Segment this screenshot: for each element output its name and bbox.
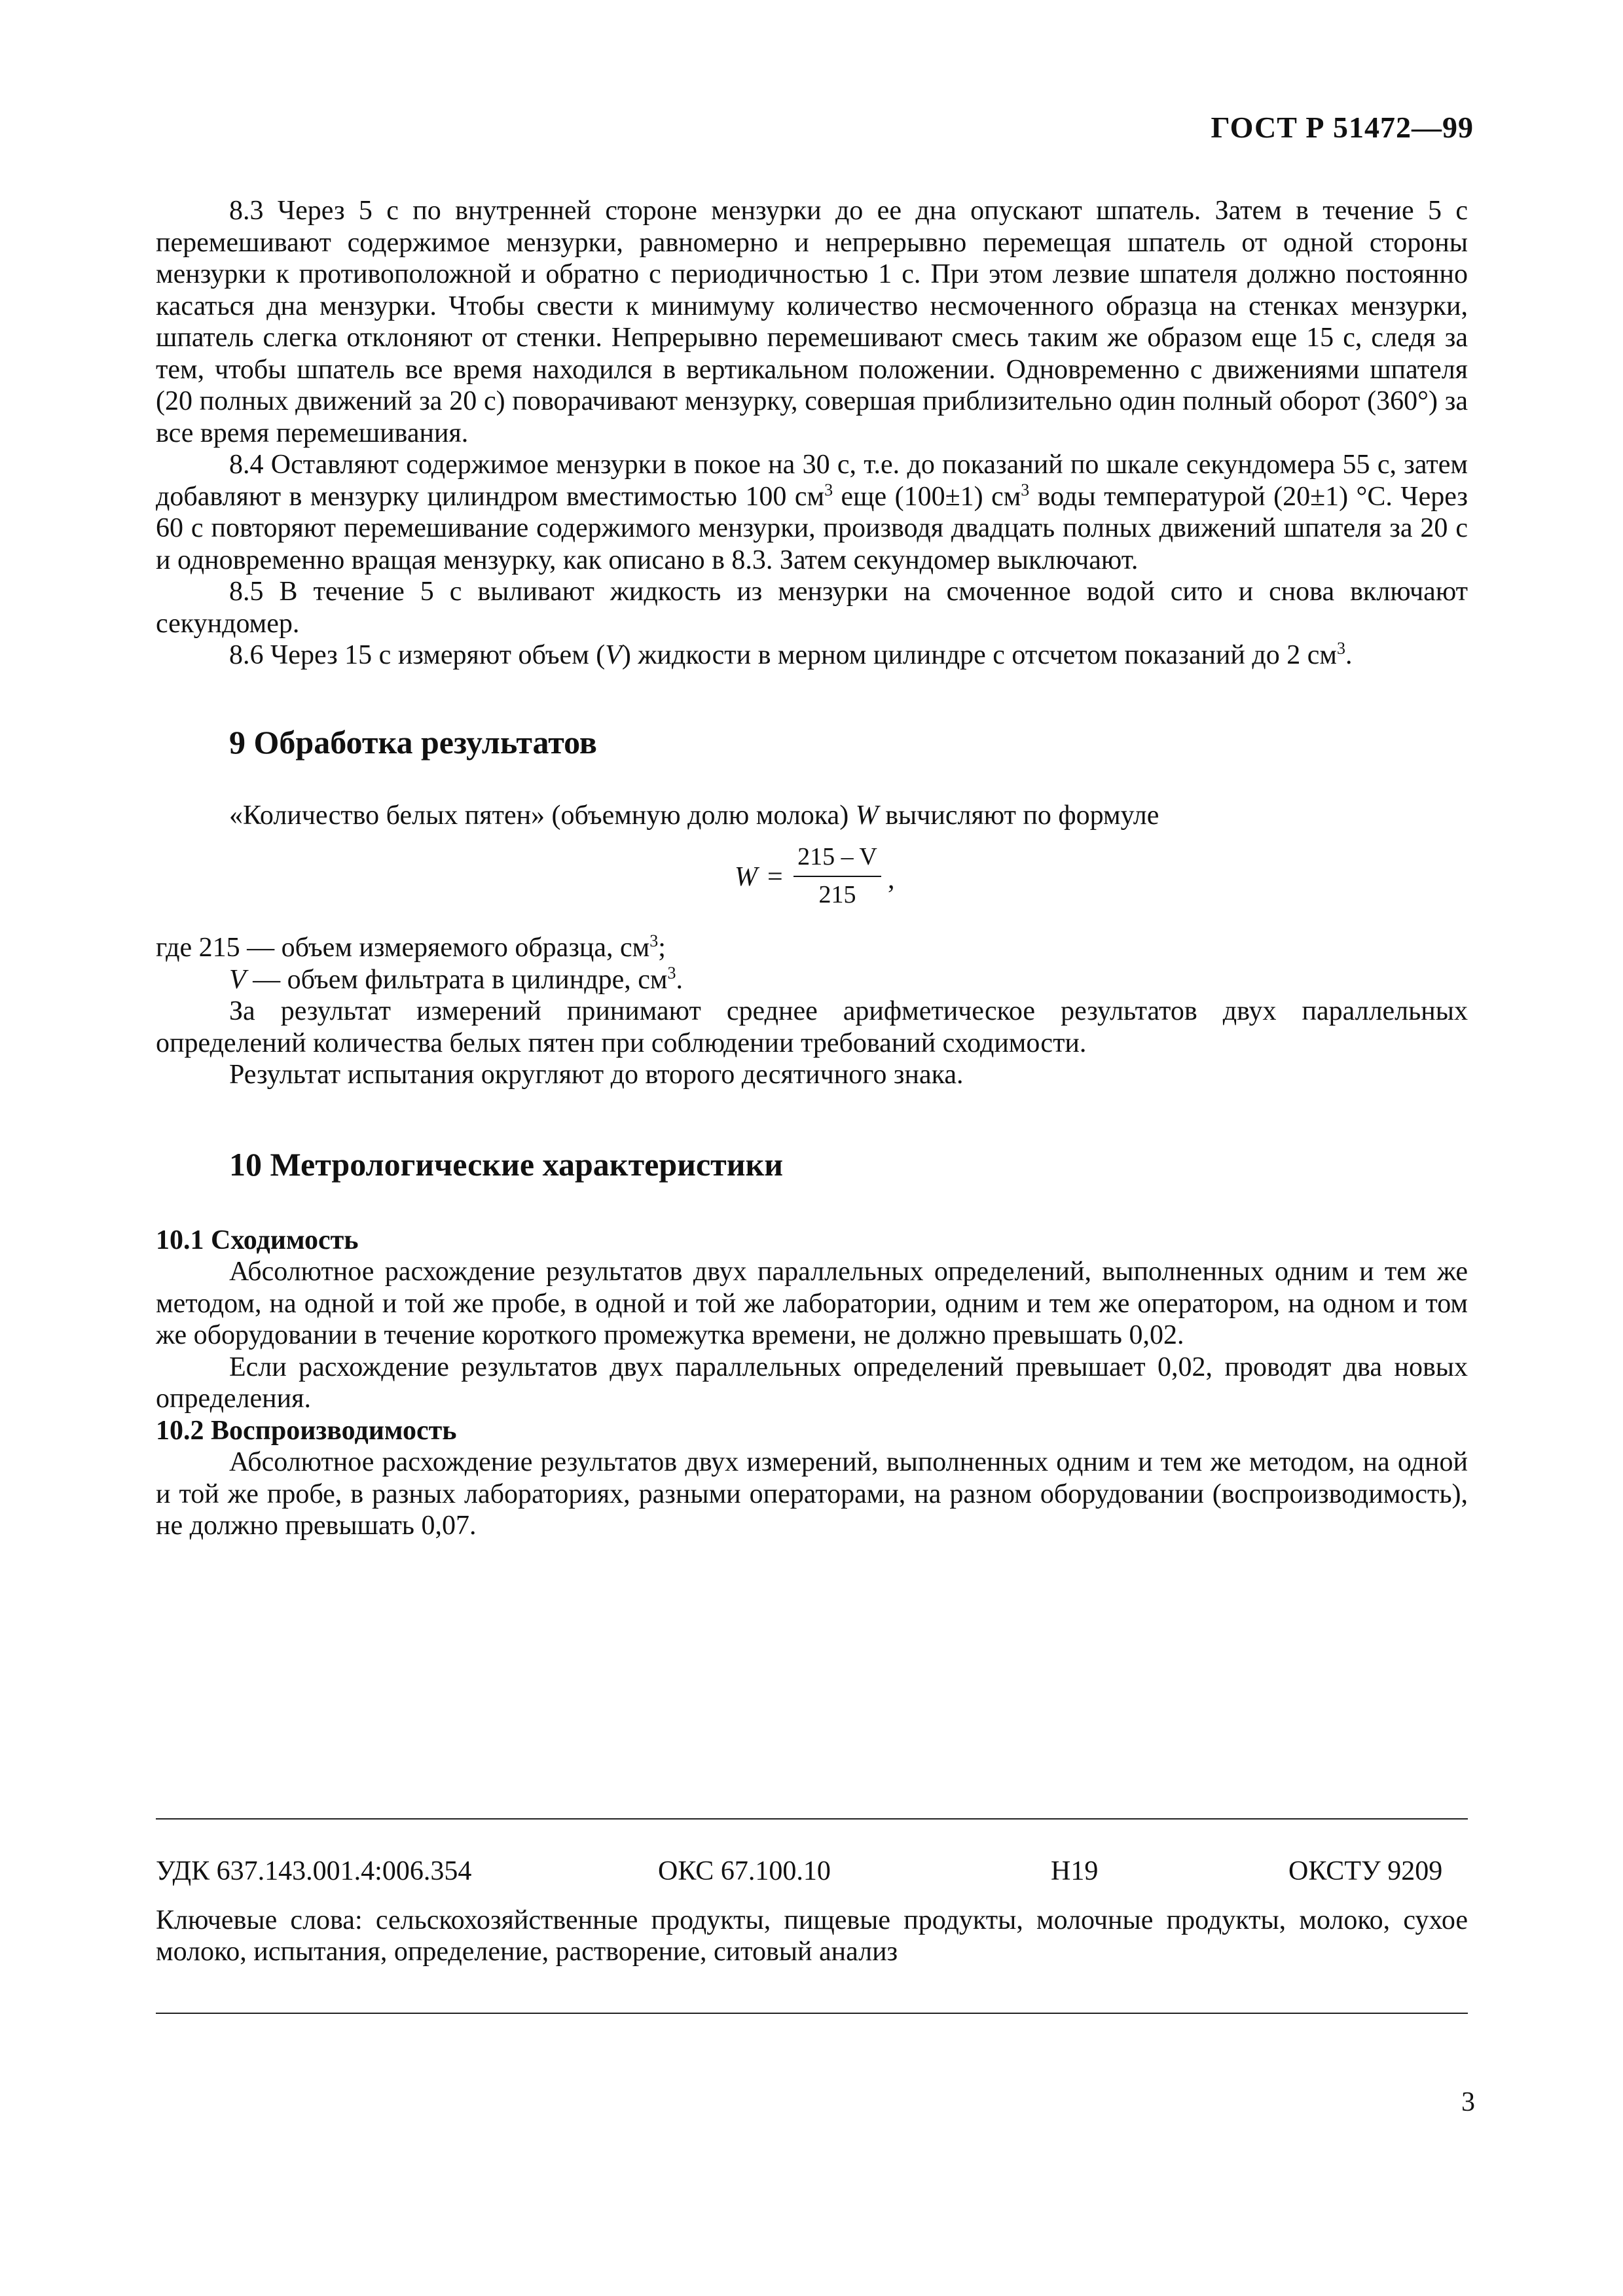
paragraph-10-2: Абсолютное расхождение результатов двух измерений, выполненных одним и тем же методом, на одной и той же пробе, в разных лабораториях, разными операторами, на разном оборудовании (воспроизводимость), не должно превышать 0,07. [156, 1447, 1468, 1541]
formula-w [156, 840, 1468, 918]
subsection-10-1-heading: 10.1 Сходимость [156, 1225, 359, 1255]
standard-header: ГОСТ Р 51472—99 [1211, 111, 1474, 144]
section-9-intro: «Количество белых пятен» (объемную долю молока) W вычисляют по формуле [229, 800, 1159, 831]
formula-comma: , [888, 865, 895, 895]
subsection-10-2-heading: 10.2 Воспроизводимость [156, 1415, 457, 1446]
where-line-2: V — объем фильтрата в цилиндре, $см^3$. [229, 963, 683, 995]
formula-fraction [793, 840, 881, 911]
paragraph-8-6: 8.6 Через 15 с измеряют объем (V) жидкости в мерном цилиндре с отсчетом показаний до 2 $см^3$. [229, 639, 1353, 670]
paragraph-10-1-a: Абсолютное расхождение результатов двух параллельных определений, выполненных одним и тем же методом, на одной и той же пробе, в одной и той же лаборатории, одним и тем же оператором, на одном и том же оборудовании в течение короткого промежутка времени, не должно превышать 0,02. [156, 1257, 1468, 1350]
footer-rule-top [156, 1818, 1468, 1820]
section-9-heading: 9 Обработка результатов [229, 723, 597, 761]
keywords: Ключевые слова: сельскохозяйственные продукты, пищевые продукты, молочные продукты, молоко, сухое молоко, испытания, определение, растворение, ситовый анализ [156, 1905, 1468, 1967]
formula-denominator: 215 [818, 881, 856, 908]
udk-code: УДК 637.143.001.4:006.354 [156, 1856, 472, 1886]
formula-lhs: W [735, 862, 757, 892]
paragraph-rounding: Результат испытания округляют до второго десятичного знака. [229, 1060, 964, 1090]
formula-equals: = [767, 862, 783, 892]
paragraph-8-5: 8.5 В течение 5 с выливают жидкость из мензурки на смоченное водой сито и снова включают секундомер. [156, 577, 1468, 639]
paragraph-8-4: 8.4 Оставляют содержимое мензурки в покое на 30 с, т.е. до показаний по шкале секундомера 55 с, затем добавляют в мензурку цилиндром вместимостью 100 $см^3$ еще (100±1) $см^3$ воды температурой (20±1) °С. Через 60 с повторяют перемешивание содержимого мензурки, производя двадцать полных движений шпателя за 20 с и одновременно вращая мензурку, как описано в 8.3. Затем секундомер выключают. [156, 450, 1468, 575]
group-code: Н19 [1051, 1856, 1099, 1886]
footer-rule-bottom [156, 2013, 1468, 2014]
oks-code: ОКС 67.100.10 [658, 1856, 831, 1886]
okstu-code: ОКСТУ 9209 [1288, 1856, 1443, 1886]
paragraph-10-1-b: Если расхождение результатов двух параллельных определений превышает 0,02, проводят два новых определения. [156, 1352, 1468, 1414]
paragraph-result: За результат измерений принимают среднее арифметическое результатов двух параллельных определений количества белых пятен при соблюдении требований сходимости. [156, 996, 1468, 1058]
where-line-1: где 215 — объем измеряемого образца, $см^3$; [156, 931, 666, 963]
section-10-heading: 10 Метрологические характеристики [229, 1145, 784, 1183]
paragraph-8-3: 8.3 Через 5 с по внутренней стороне мензурки до ее дна опускают шпатель. Затем в течение 5 с перемешивают содержимое мензурки, равномерно и непрерывно перемещая шпатель от одной стороны мензурки к противоположной и обратно с периодичностью 1 с. При этом лезвие шпателя должно постоянно касаться дна мензурки. Чтобы свести к минимуму количество несмоченного образца на стенках мензурки, шпатель слегка отклоняют от стенки. Непрерывно перемешивают смесь таким же образом еще 15 с, следя за тем, чтобы шпатель все время находился в вертикальном положении. Одновременно с движениями шпателя (20 полных движений за 20 с) поворачивают мензурку, совершая приблизительно один полный оборот (360°) за все время перемешивания. [156, 196, 1468, 448]
formula-numerator: 215 – V [793, 840, 881, 877]
page-number: 3 [1461, 2087, 1475, 2117]
document-body [156, 195, 1468, 1542]
